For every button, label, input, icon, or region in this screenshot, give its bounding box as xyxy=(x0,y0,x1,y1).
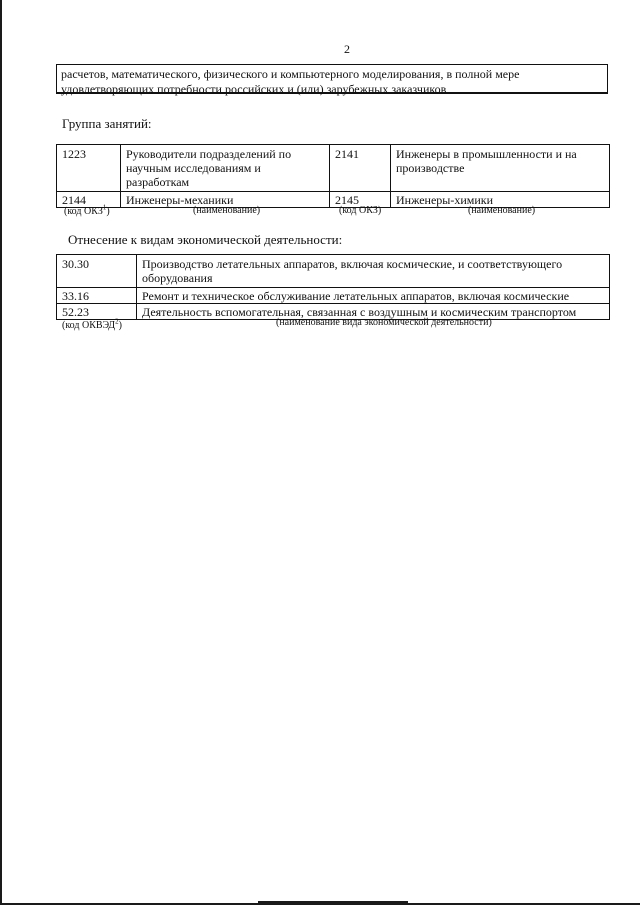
scan-left-edge xyxy=(0,0,2,905)
occupation-name-cell: Руководители подразделений по научным исследованиям и разработкам xyxy=(121,145,330,192)
occupation-name-cell: Инженеры-химики xyxy=(391,192,610,208)
activity-name-cell: Производство летательных аппаратов, включая космические, и соответствующего оборудования xyxy=(137,255,610,288)
occupation-group-title: Группа занятий: xyxy=(62,116,152,131)
occupation-group-table xyxy=(56,144,610,208)
activity-name-cell: Деятельность вспомогательная, связанная с воздушным и космическим транспортом xyxy=(137,304,610,320)
okz-code-caption: (код ОКЗ$^1$) xyxy=(64,203,110,217)
continuation-text-box: расчетов, математического, физического и компьютерного моделирования, в полной мере удовлетворяющих потребности российских и (или) зарубежных заказчиков xyxy=(56,64,608,94)
okved-code-cell: 30.30 xyxy=(57,255,137,288)
economic-activity-title: Отнесение к видам экономической деятельности: xyxy=(68,232,343,247)
okved-code-cell: 33.16 xyxy=(57,288,137,304)
name-caption: (наименование) xyxy=(468,205,536,216)
occupation-name-cell: Инженеры в промышленности и на производстве xyxy=(391,145,610,192)
okz-code-cell: 2141 xyxy=(330,145,391,192)
table-row xyxy=(57,145,610,192)
okz-code-cell: 1223 xyxy=(57,145,121,192)
scan-bottom-mark xyxy=(258,901,408,903)
okz-code-cell: 2145 xyxy=(330,192,391,208)
table-row xyxy=(57,255,610,288)
activity-name-cell: Ремонт и техническое обслуживание летательных аппаратов, включая космические xyxy=(137,288,610,304)
name-caption: (наименование) xyxy=(193,205,261,216)
occupation-name-cell: Инженеры-механики xyxy=(121,192,330,208)
economic-activity-table xyxy=(56,254,610,320)
okved-code-caption: (код ОКВЭД$^2$) xyxy=(62,317,122,331)
okz-code-cell: 2144 xyxy=(57,192,121,208)
activity-name-caption: (наименование вида экономической деятельности) xyxy=(276,317,492,328)
table-row xyxy=(57,288,610,304)
page-number: 2 xyxy=(344,42,350,56)
footnote-marker: 2 xyxy=(115,317,119,326)
footnote-marker: 1 xyxy=(102,203,107,212)
okved-code-cell: 52.23 xyxy=(57,304,137,320)
okz-code-caption: (код ОКЗ) xyxy=(339,205,382,216)
